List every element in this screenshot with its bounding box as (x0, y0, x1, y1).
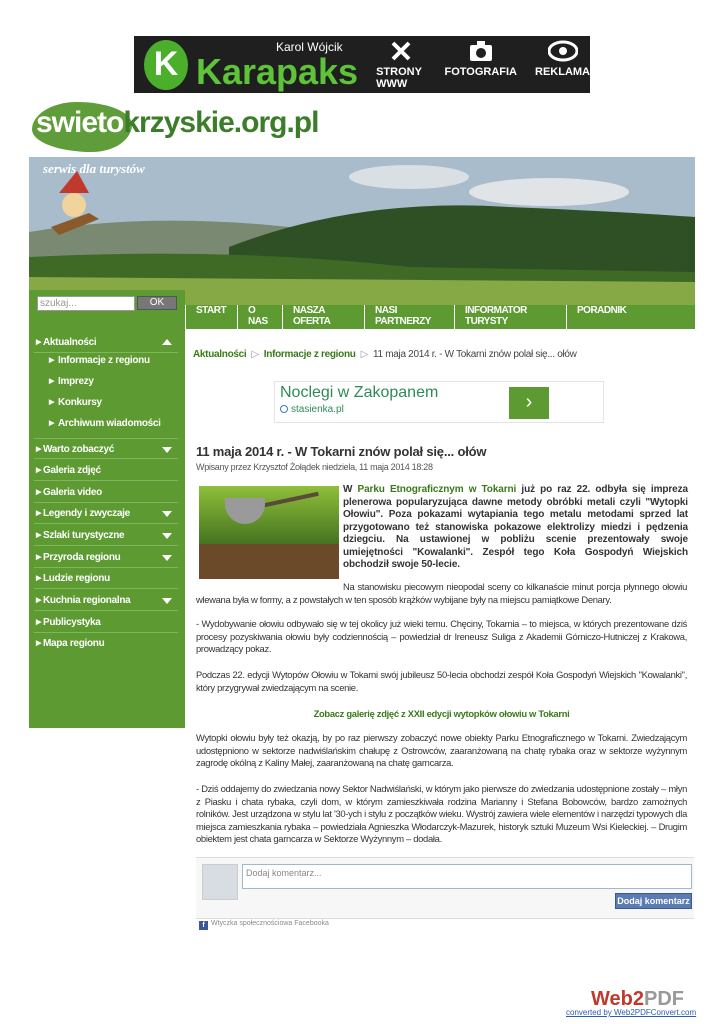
sidebar-item-galeria-zdjec[interactable]: ▶ Galeria zdjęć (34, 460, 178, 481)
breadcrumb-link-informacje[interactable]: Informacje z regionu (263, 349, 356, 360)
globe-icon (280, 405, 288, 413)
nav-informator-turysty[interactable]: INFORMATOR TURYSTY (455, 305, 567, 329)
sidebar-subitem-informacje[interactable]: ▶ Informacje z regionu (49, 355, 150, 366)
comment-box (196, 857, 694, 919)
facebook-icon: f (199, 921, 208, 930)
main-nav (186, 305, 695, 329)
article-paragraph-2: - Wydobywanie ołowiu odbywało się w tej okolicy już wieki temu. Chęciny, Tokarnia – to miejsca, w których prezentowane dziś procesy pozyskiwania ołowiu były codziennością – powiedział dr Ireneusz Suliga z Akademii Górniczo-Hutniczej z Krakowa, prowadzący pokaz. (196, 618, 687, 654)
service-photo-label: FOTOGRAFIA (444, 65, 517, 78)
inline-ad[interactable] (274, 381, 604, 423)
sidebar-item-szlaki[interactable]: ▶ Szlaki turystyczne (34, 525, 178, 546)
gallery-link[interactable]: Zobacz galerię zdjęć z XXII edycji wytopków ołowiu w Tokarni (313, 708, 570, 719)
sidebar-item-ludzie[interactable]: ▶ Ludzie regionu (34, 568, 178, 589)
avatar (202, 864, 238, 900)
chevron-down-icon[interactable] (162, 511, 172, 517)
chevron-right-icon[interactable]: › (509, 387, 549, 419)
sidebar (29, 290, 185, 728)
breadcrumb-separator-icon: ▷ (360, 349, 368, 360)
sidebar-subitem-imprezy[interactable]: ▶ Imprezy (49, 376, 94, 387)
nav-nasza-oferta[interactable]: NASZA OFERTA (283, 305, 365, 329)
breadcrumb (193, 349, 577, 360)
site-logo[interactable] (32, 96, 319, 156)
nav-poradnik[interactable]: PORADNIK (577, 305, 627, 316)
service-ads-label: REKLAMA (535, 65, 590, 78)
search-button[interactable]: OK (137, 296, 177, 310)
nav-start[interactable]: START (186, 305, 238, 329)
web2pdf-logo: Web2PDF (591, 988, 684, 1010)
eye-icon (548, 40, 578, 62)
sidebar-item-galeria-video[interactable]: ▶ Galeria video (34, 482, 178, 503)
article-paragraph-5: - Dziś oddajemy do zwiedzania nowy Sektor Nadwiślański, w którym jako pierwsze do zwiedzania udostępnione zostały – młyn z Piasku i chata rybaka, czyli dom, w którym zamieszkiwała rodzina Marianny i Stefana Bobowców, bardzo zamożnych rolników. Jest urządzona w stylu lat '30-ych i stylu z początków wieku. Wystrój zawiera wiele elementów i narzędzi typowych dla miejsca zamieszkania rybaka – powiedziała Agnieszka Włodarczyk-Mazurek, historyk sztuki Muzeum Wsi Kieleckiej. – Drugim obiektem jest chata garncarza w Sektorze Wyżynnym – dodała. (196, 783, 687, 844)
nav-o-nas[interactable]: O NAS (238, 305, 283, 329)
ad-owner-name: Karol Wójcik (275, 39, 343, 54)
article-lead: W Parku Etnograficznym w Tokarni już po raz 22. odbyła się impreza plenerowa popularyzująca dawne metody obróbki metali czyli "Wytopki Ołowiu". Poza pokazami wytapiania tego metalu metodami sprzed lat przygotowano też stanowiska pokazowe elektrolizy miedzi i pędzenia dziegciu. Na ustawionej w pobliżu scenie prezentowały swoje umiejętności "Kowalanki". Zespół tego Koła Gospodyń Wiejskich obchodził swoje 50-lecie. (343, 484, 688, 570)
sidebar-item-przyroda[interactable]: ▶ Przyroda regionu (34, 547, 178, 568)
sidebar-item-warto-zobaczyc[interactable]: ▶ Warto zobaczyć (34, 438, 178, 459)
article-title: 11 maja 2014 r. - W Tokarni znów polał się... ołów (196, 444, 487, 459)
web-icon (390, 40, 412, 62)
service-web[interactable] (376, 40, 426, 90)
breadcrumb-current: 11 maja 2014 r. - W Tokarni znów polał się... ołów (372, 349, 577, 360)
header-landscape-image (29, 157, 695, 305)
article-paragraph-3: Podczas 22. edycji Wytopów Ołowiu w Tokarni swój jubileusz 50-lecia obchodzi zespół Koła Gospodyń Wiejskich "Kowalanki", który przygrywał zwiedzającym na scenie. (196, 669, 687, 693)
logo-text: swietokrzyskie.org.pl (36, 106, 319, 139)
chevron-down-icon[interactable] (162, 533, 172, 539)
sidebar-item-publicystyka[interactable]: ▶ Publicystyka (34, 612, 178, 633)
sidebar-item-legendy[interactable]: ▶ Legendy i zwyczaje (34, 503, 178, 524)
comment-input[interactable]: Dodaj komentarz... (242, 864, 692, 889)
chevron-down-icon[interactable] (162, 447, 172, 453)
sidebar-subitem-archiwum[interactable]: ▶ Archiwum wiadomości (49, 418, 161, 429)
camera-icon (469, 40, 493, 62)
service-web-label: STRONY WWW (376, 65, 422, 90)
search-input[interactable]: szukaj... (37, 296, 135, 311)
top-ad-banner[interactable] (134, 36, 590, 93)
nav-nasi-partnerzy[interactable]: NASI PARTNERZY (365, 305, 455, 329)
sidebar-subitem-konkursy[interactable]: ▶ Konkursy (49, 397, 102, 408)
sidebar-item-kuchnia[interactable]: ▶ Kuchnia regionalna (34, 590, 178, 611)
landscape-illustration (29, 157, 695, 305)
sidebar-item-mapa[interactable]: ▶ Mapa regionu (36, 638, 105, 649)
service-ads[interactable] (535, 40, 590, 90)
breadcrumb-link-aktualnosci[interactable]: Aktualności (193, 349, 247, 360)
article-byline: Wpisany przez Krzysztof Żołądek niedziela, 11 maja 2014 18:28 (196, 462, 433, 472)
tokarnia-park-link[interactable]: Parku Etnograficznym w Tokarni (357, 484, 517, 495)
inline-ad-url[interactable]: stasienka.pl (280, 404, 344, 415)
web2pdf-link[interactable]: converted by Web2PDFConvert.com (566, 1008, 697, 1017)
article-paragraph-1: Na stanowisku piecowym nieopodal sceny co kilkanaście minut porcja płynnego ołowiu wlewana była w formy, a z powstałych w ten sposób krążków wybijane były na miejscu pamiątkowe Denary. (196, 581, 687, 605)
sidebar-item-aktualnosci[interactable]: ▶ Aktualności (34, 332, 178, 353)
facebook-plugin-note[interactable]: f Wtyczka społecznościowa Facebooka (199, 920, 329, 930)
karapaks-logo-icon: K (144, 40, 188, 90)
chevron-down-icon[interactable] (162, 555, 172, 561)
article-photo[interactable] (199, 486, 339, 579)
ad-brand-name: Karapaks (195, 50, 359, 92)
inline-ad-title[interactable]: Noclegi w Zakopanem (280, 384, 439, 401)
article-paragraph-4: Wytopki ołowiu były też okazją, by po raz pierwszy zobaczyć nowe obiekty Parku Etnograficznego w Tokarni. Zwiedzającym udostępniono w sektorze nadwiślańskim chałupę z Ostrowców, zaaranżowaną na chatę rybaka oraz w sektorze wyżynnym zagrodę okólną z Kaliny Małej, zaaranżowaną na chatę garncarza. (196, 732, 687, 768)
add-comment-button[interactable]: Dodaj komentarz (615, 893, 692, 909)
site-tagline: serwis dla turystów (43, 161, 145, 176)
breadcrumb-separator-icon: ▷ (251, 349, 259, 360)
service-photo[interactable] (444, 40, 517, 90)
chevron-up-icon[interactable] (162, 339, 172, 345)
chevron-down-icon[interactable] (162, 598, 172, 604)
